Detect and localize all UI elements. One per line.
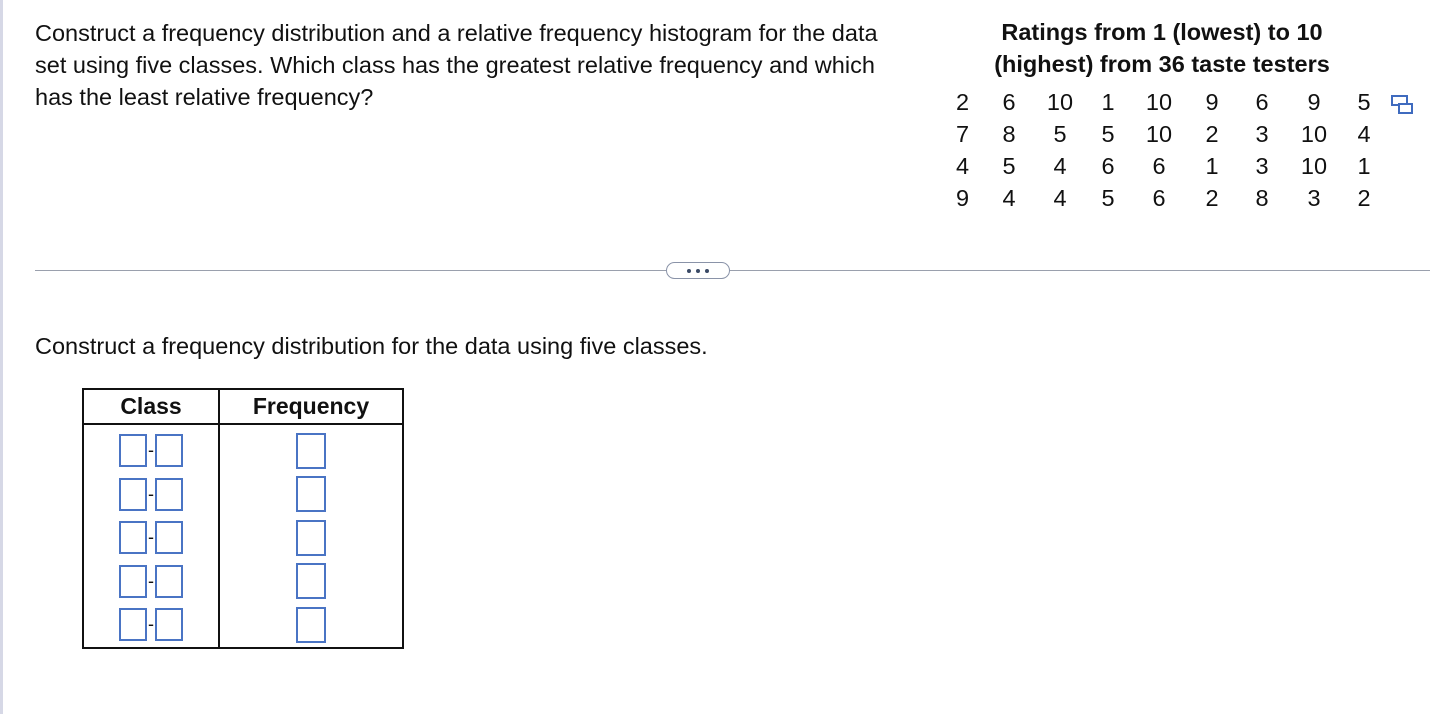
data-value: 4 xyxy=(1357,120,1371,147)
class-lower-limit-input[interactable] xyxy=(119,608,147,641)
class-range-separator: - xyxy=(148,570,154,591)
data-set-title xyxy=(962,16,1362,80)
frequency-input[interactable] xyxy=(296,476,326,512)
class-upper-limit-input[interactable] xyxy=(155,478,183,511)
instruction-text: Construct a frequency distribution for the data using five classes. xyxy=(35,333,708,359)
ellipsis-icon xyxy=(687,269,691,273)
data-title-line-1: Ratings from 1 (lowest) to 10 xyxy=(1001,19,1323,45)
data-value: 6 xyxy=(1002,88,1016,115)
class-upper-limit-input[interactable] xyxy=(155,521,183,554)
frequency-input[interactable] xyxy=(296,607,326,643)
data-value: 8 xyxy=(1002,120,1016,147)
data-value: 4 xyxy=(955,152,970,179)
class-upper-limit-input[interactable] xyxy=(155,608,183,641)
data-value: 7 xyxy=(955,120,970,147)
data-value: 2 xyxy=(1205,120,1219,147)
data-value: 9 xyxy=(955,184,970,211)
data-value: 6 xyxy=(1152,152,1166,179)
question-text: Construct a frequency distribution and a relative frequency histogram for the data set using five classes. Which class has the greatest relative frequency and which has the least relative frequency? xyxy=(35,20,878,110)
class-upper-limit-input[interactable] xyxy=(155,565,183,598)
data-value: 4 xyxy=(1053,152,1067,179)
data-value: 4 xyxy=(1053,184,1067,211)
expand-more-button[interactable] xyxy=(666,262,730,279)
data-value: 8 xyxy=(1255,184,1269,211)
class-lower-limit-input[interactable] xyxy=(119,478,147,511)
class-range-separator: - xyxy=(148,483,154,504)
ratings-data-table xyxy=(941,86,1388,214)
data-value: 3 xyxy=(1255,152,1269,179)
data-value: 5 xyxy=(1053,120,1067,147)
class-lower-limit-input[interactable] xyxy=(119,565,147,598)
class-lower-limit-input[interactable] xyxy=(119,521,147,554)
class-lower-limit-input[interactable] xyxy=(119,434,147,467)
frequency-input[interactable] xyxy=(296,520,326,556)
data-value: 10 xyxy=(1145,88,1173,115)
frequency-column-header: Frequency xyxy=(219,389,403,424)
data-value: 6 xyxy=(1255,88,1269,115)
data-value: 2 xyxy=(955,88,970,115)
data-value: 1 xyxy=(1101,88,1115,115)
frequency-row xyxy=(220,560,402,604)
data-value: 9 xyxy=(1307,88,1321,115)
class-row xyxy=(84,473,218,517)
frequency-row xyxy=(220,473,402,517)
section-divider xyxy=(35,270,1430,271)
data-value: 5 xyxy=(1101,184,1115,211)
data-value: 3 xyxy=(1307,184,1321,211)
copy-icon xyxy=(1390,94,1416,116)
data-value: 3 xyxy=(1255,120,1269,147)
frequency-column xyxy=(219,424,403,648)
left-edge-accent xyxy=(0,0,3,714)
data-value: 1 xyxy=(1205,152,1219,179)
frequency-distribution-table xyxy=(82,388,404,649)
class-row xyxy=(84,603,218,647)
class-range-separator: - xyxy=(148,440,154,461)
copy-data-button[interactable] xyxy=(1390,94,1416,116)
data-value: 6 xyxy=(1101,152,1115,179)
class-row xyxy=(84,560,218,604)
class-row xyxy=(84,516,218,560)
frequency-row xyxy=(220,516,402,560)
data-value: 10 xyxy=(1145,120,1173,147)
data-value: 10 xyxy=(1300,120,1328,147)
data-value: 9 xyxy=(1205,88,1219,115)
frequency-row xyxy=(220,603,402,647)
data-value: 5 xyxy=(1101,120,1115,147)
ellipsis-icon xyxy=(705,269,709,273)
data-row xyxy=(941,182,1388,214)
class-range-separator: - xyxy=(148,614,154,635)
data-row xyxy=(941,118,1388,150)
ellipsis-icon xyxy=(696,269,700,273)
frequency-input[interactable] xyxy=(296,433,326,469)
data-value: 10 xyxy=(1046,88,1074,115)
data-value: 2 xyxy=(1357,184,1371,211)
data-value: 2 xyxy=(1205,184,1219,211)
data-title-line-2: (highest) from 36 taste testers xyxy=(994,51,1330,77)
data-value: 5 xyxy=(1357,88,1371,115)
class-column xyxy=(83,424,219,648)
frequency-input[interactable] xyxy=(296,563,326,599)
data-value: 1 xyxy=(1357,152,1371,179)
data-value: 6 xyxy=(1152,184,1166,211)
data-row xyxy=(941,150,1388,182)
class-row xyxy=(84,429,218,473)
data-row xyxy=(941,86,1388,118)
class-upper-limit-input[interactable] xyxy=(155,434,183,467)
class-column-header: Class xyxy=(83,389,219,424)
frequency-row xyxy=(220,429,402,473)
class-range-separator: - xyxy=(148,527,154,548)
data-value: 4 xyxy=(1002,184,1016,211)
data-value: 10 xyxy=(1300,152,1328,179)
data-value: 5 xyxy=(1002,152,1016,179)
